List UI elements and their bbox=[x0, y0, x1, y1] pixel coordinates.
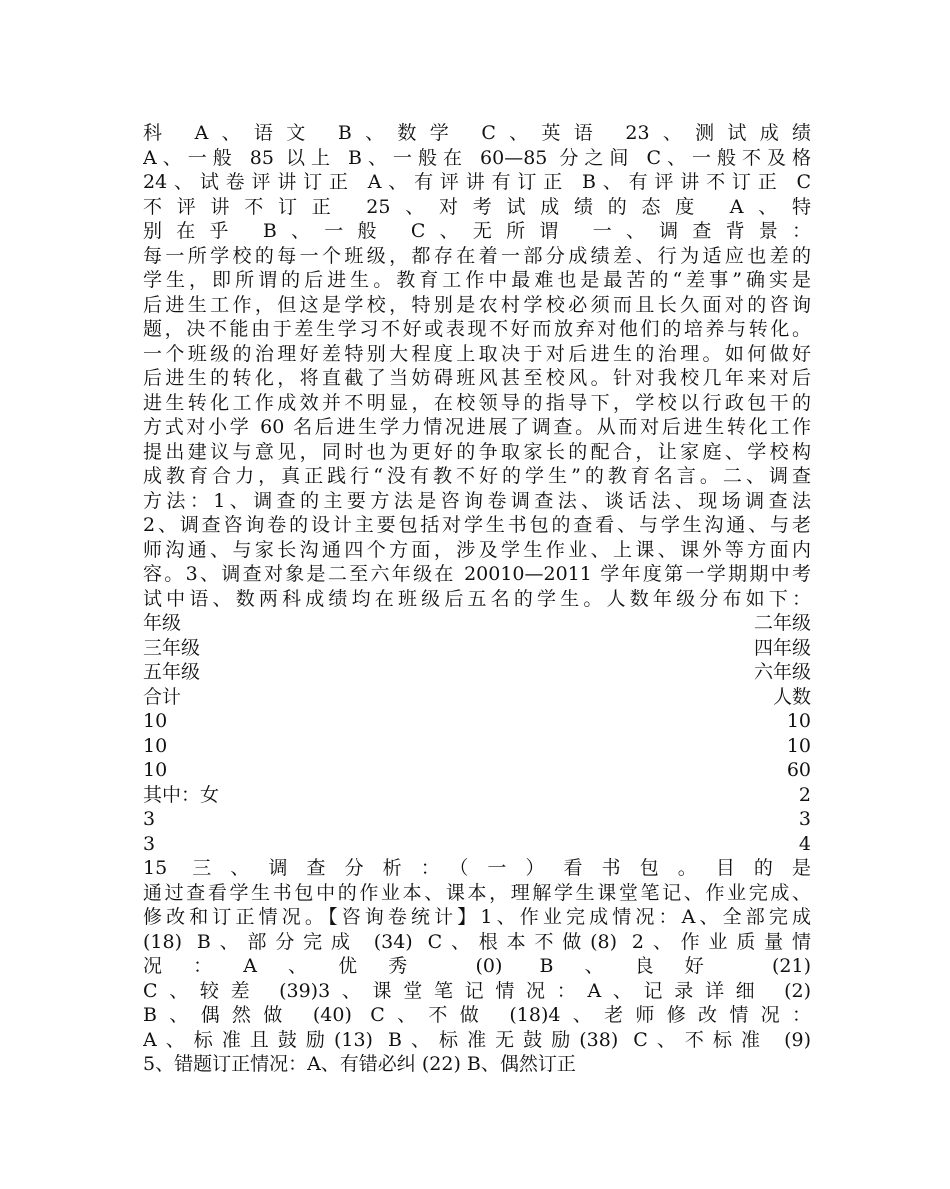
text-line: 24、试卷评讲订正 A、有评讲有订正 B、有评讲不订正 C bbox=[143, 171, 811, 193]
body-text bbox=[143, 121, 811, 611]
table-cell-right: 人数 bbox=[772, 685, 811, 708]
text-line: 别在乎 B、一般 C、无所谓 一、调查背景： bbox=[143, 220, 811, 242]
table-cell-right: 四年级 bbox=[753, 636, 811, 659]
text-line: 15 三、调查分析：（一）看书包。目的是 bbox=[143, 857, 811, 879]
text-line: 师沟通、与家长沟通四个方面，涉及学生作业、上课、课外等方面内 bbox=[143, 538, 811, 561]
text-line: 不评讲不订正 25、对考试成绩的态度 A、特 bbox=[143, 195, 811, 218]
table-row bbox=[143, 783, 811, 808]
text-line: C、较差 (39)3、课堂笔记情况：A、记录详细 (2) bbox=[143, 979, 811, 1002]
table-cell-right: 二年级 bbox=[753, 612, 811, 634]
text-line: (18) B、部分完成 (34) C、根本不做(8) 2、作业质量情 bbox=[143, 930, 811, 953]
text-line: 修改和订正情况。【咨询卷统计】1、作业完成情况：A、全部完成 bbox=[143, 906, 811, 928]
table-cell-right: 10 bbox=[786, 734, 811, 757]
text-line: 5、错题订正情况：A、有错必纠 (22) B、偶然订正 bbox=[143, 1053, 576, 1075]
text-line: 题，决不能由于差生学习不好或表现不好而放弃对他们的培养与转化。 bbox=[143, 318, 811, 340]
grade-distribution-table bbox=[143, 611, 811, 856]
text-line: 成教育合力，真正践行“没有教不好的学生”的教育名言。二、调查 bbox=[143, 465, 811, 487]
text-line: 方式对小学 60 名后进生学力情况进展了调查。从而对后进生转化工作 bbox=[143, 416, 811, 438]
table-row bbox=[143, 709, 811, 734]
text-line: 学生，即所谓的后进生。教育工作中最难也是最苦的“差事”确实是 bbox=[143, 269, 811, 291]
table-cell-left: 10 bbox=[143, 710, 168, 732]
text-line: 提出建议与意见，同时也为更好的争取家长的配合，让家庭、学校构 bbox=[143, 440, 811, 463]
text-line: 容。3、调查对象是二至六年级在 20010—2011 学年度第一学期期中考 bbox=[143, 563, 811, 585]
table-row bbox=[143, 758, 811, 783]
table-cell-left: 3 bbox=[143, 808, 156, 830]
text-line: 2、调查咨询卷的设计主要包括对学生书包的查看、与学生沟通、与老 bbox=[143, 514, 811, 536]
table-cell-left: 合计 bbox=[143, 685, 182, 708]
table-cell-left: 三年级 bbox=[143, 636, 201, 659]
table-row bbox=[143, 832, 811, 857]
text-line: B、偶然做 (40) C、不做 (18)4、老师修改情况： bbox=[143, 1004, 811, 1026]
text-line: 方法：1、调查的主要方法是咨询卷调查法、谈话法、现场调查法 bbox=[143, 489, 811, 512]
table-cell-right: 3 bbox=[798, 808, 811, 830]
table-row bbox=[143, 807, 811, 832]
table-row bbox=[143, 685, 811, 710]
text-line: 每一所学校的每一个班级，都存在着一部分成绩差、行为适应也差的 bbox=[143, 244, 811, 267]
table-cell-left: 五年级 bbox=[143, 661, 201, 683]
table-cell-left: 3 bbox=[143, 832, 156, 855]
text-line: 一个班级的治理好差特别大程度上取决于对后进生的治理。如何做好 bbox=[143, 342, 811, 365]
table-cell-right: 2 bbox=[798, 783, 811, 806]
text-line: 况：A、优秀 (0) B、良好 (21) bbox=[143, 955, 811, 977]
table-cell-left: 年级 bbox=[143, 612, 182, 634]
table-cell-left: 10 bbox=[143, 759, 168, 781]
text-line: 试中语、数两科成绩均在班级后五名的学生。人数年级分布如下： bbox=[143, 587, 811, 610]
table-cell-right: 60 bbox=[786, 759, 811, 781]
table-cell-left: 10 bbox=[143, 734, 168, 757]
table-cell-left: 其中：女 bbox=[143, 783, 220, 806]
text-line: 科 A、语文 B、数学 C、英语 23、测试成绩 bbox=[143, 122, 811, 144]
text-line: A、一般 85 以上 B、一般在 60—85 分之间 C、一般不及格 bbox=[143, 146, 811, 169]
text-line: 后进生工作，但这是学校，特别是农村学校必须而且长久面对的咨询 bbox=[143, 293, 811, 316]
document-page bbox=[143, 121, 811, 1077]
table-row bbox=[143, 660, 811, 685]
text-line: A、标准且鼓励(13) B、标准无鼓励(38) C、不标准 (9) bbox=[143, 1028, 811, 1051]
table-row bbox=[143, 734, 811, 759]
text-line: 后进生的转化，将直截了当妨碍班风甚至校风。针对我校几年来对后 bbox=[143, 367, 811, 389]
table-cell-right: 六年级 bbox=[753, 661, 811, 683]
table-cell-right: 10 bbox=[786, 710, 811, 732]
table-row bbox=[143, 636, 811, 661]
analysis-text bbox=[143, 856, 811, 1077]
text-line: 进生转化工作成效并不明显，在校领导的指导下，学校以行政包干的 bbox=[143, 391, 811, 414]
text-line: 通过查看学生书包中的作业本、课本，理解学生课堂笔记、作业完成、 bbox=[143, 881, 811, 904]
table-row bbox=[143, 611, 811, 636]
table-cell-right: 4 bbox=[798, 832, 811, 855]
